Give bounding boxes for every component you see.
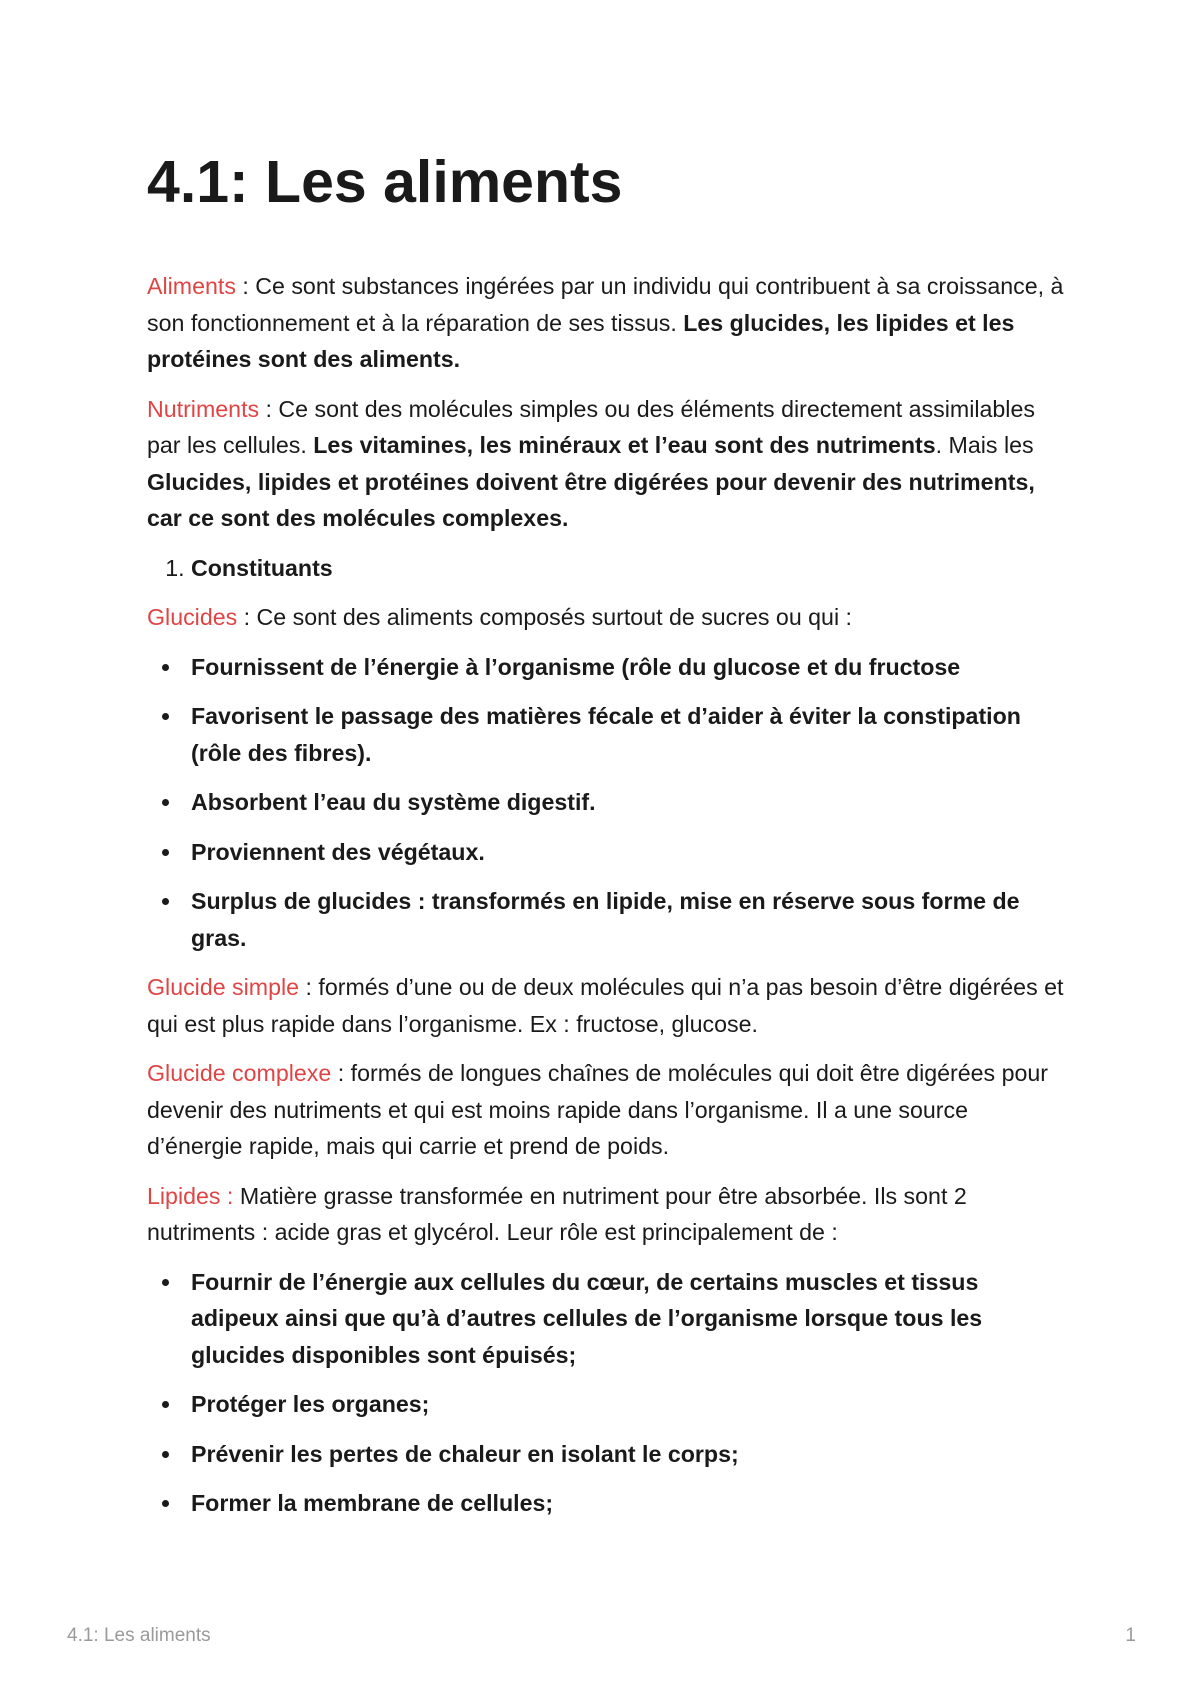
term-glucide-simple: Glucide simple — [147, 974, 300, 1000]
numbered-list — [147, 550, 1067, 587]
list-item: Surplus de glucides : transformés en lipide, mise en réserve sous forme de gras. — [147, 883, 1067, 956]
list-item: Former la membrane de cellules; — [147, 1485, 1067, 1522]
aliments-text: : Ce sont substances ingérées par un individu qui contribuent à sa croissance, à son fonctionnement et à la réparation de ses tissus. — [147, 273, 1064, 336]
paragraph-glucide-complexe — [147, 1055, 1067, 1165]
term-aliments: Aliments — [147, 273, 236, 299]
nutriments-text: : Ce sont des molécules simples ou des éléments directement assimilables par les cellules. — [147, 395, 1035, 458]
document-body — [147, 268, 1067, 1535]
nutriments-bold-2: Glucides, lipides et protéines doivent être digérées pour devenir des nutriments, car ce sont des molécules complexes. — [147, 468, 1035, 531]
list-item: Protéger les organes; — [147, 1386, 1067, 1423]
list-item: Fournir de l’énergie aux cellules du cœur, de certains muscles et tissus adipeux ainsi que qu’à d’autres cellules de l’organisme lorsque tous les glucides disponibles sont épuisés; — [147, 1264, 1067, 1374]
paragraph-glucides — [147, 599, 1067, 636]
paragraph-nutriments — [147, 391, 1067, 537]
nutriments-text-2: . Mais les — [935, 432, 1034, 458]
list-item: Favorisent le passage des matières fécale et d’aider à éviter la constipation (rôle des fibres). — [147, 698, 1067, 771]
glucide-simple-text: : formés d’une ou de deux molécules qui n’a pas besoin d’être digérées et qui est plus rapide dans l’organisme. Ex : fructose, glucose. — [147, 974, 1064, 1037]
term-glucide-complexe: Glucide complexe — [147, 1060, 332, 1086]
footer-title: 4.1: Les aliments — [67, 1625, 211, 1646]
list-item: Fournissent de l’énergie à l’organisme (rôle du glucose et du fructose — [147, 649, 1067, 686]
paragraph-glucide-simple — [147, 969, 1067, 1042]
term-nutriments: Nutriments — [147, 395, 260, 422]
glucide-complexe-text: : formés de longues chaînes de molécules qui doit être digérées pour devenir des nutriments et qui est moins rapide dans l’organisme. Il a une source d’énergie rapide, mais qui carrie et prend de poids. — [147, 1060, 1048, 1159]
glucides-text: : Ce sont des aliments composés surtout de sucres ou qui : — [237, 604, 852, 630]
paragraph-lipides — [147, 1178, 1067, 1251]
aliments-bold: Les glucides, les lipides et les protéines sont des aliments. — [147, 309, 1015, 372]
term-lipides: Lipides : — [147, 1182, 234, 1209]
nutriments-bold-1: Les vitamines, les minéraux et l’eau sont des nutriments — [313, 432, 936, 458]
lipides-list — [147, 1264, 1067, 1522]
term-glucides: Glucides — [147, 604, 238, 630]
glucides-list — [147, 649, 1067, 957]
paragraph-aliments — [147, 268, 1067, 378]
list-item: Prévenir les pertes de chaleur en isolant le corps; — [147, 1436, 1067, 1473]
list-item: Absorbent l’eau du système digestif. — [147, 784, 1067, 821]
lipides-text: Matière grasse transformée en nutriment pour être absorbée. Ils sont 2 nutriments : acide gras et glycérol. Leur rôle est principalement de : — [147, 1182, 967, 1245]
page-title: 4.1: Les aliments — [147, 149, 623, 215]
list-item: Proviennent des végétaux. — [147, 834, 1067, 871]
section-label: Constituants — [191, 554, 333, 581]
section-heading-constituants — [191, 550, 1067, 587]
footer-page-number: 1 — [1125, 1625, 1136, 1646]
